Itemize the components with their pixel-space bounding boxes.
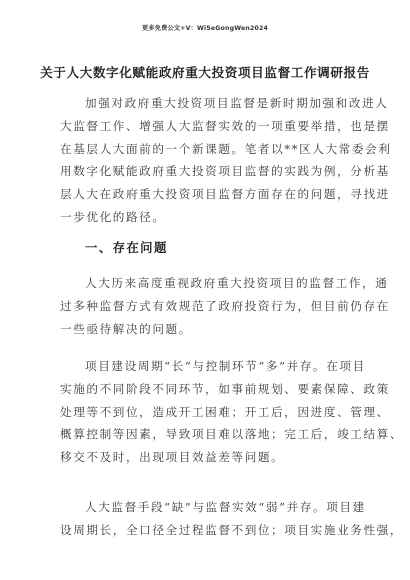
intro-paragraph (60, 92, 392, 229)
problems-paragraph (60, 272, 390, 340)
header-note: 更多免费公文+V：Wi5eGongWen2024 (141, 25, 269, 32)
paragraph-line: 过多种监督方式有效规范了政府投资行为，但目前仍存在 (60, 298, 390, 313)
paragraph-line: 实施的不同阶段不同环节，如事前规划、要素保障、政策 (60, 381, 390, 396)
paragraph-line: 设周期长，全口径全过程监督不到位；项目实施业务性强， (60, 522, 404, 537)
paragraph-line: 在基层人大面前的一个新课题。笔者以**区人大常委会利 (60, 141, 392, 156)
paragraph-line: 一些亟待解决的问题。 (60, 321, 192, 336)
paragraph-line: 人大历来高度重视政府重大投资项目的监督工作，通 (85, 276, 389, 290)
paragraph-line: 一步优化的路径。 (60, 209, 166, 224)
paragraph-line: 大监督工作、增强人大监督实效的一项重要举措，也是摆 (60, 118, 390, 133)
paragraph-line: 加强对政府重大投资项目监督是新时期加强和改进人 (85, 96, 389, 110)
supervision-paragraph (60, 496, 404, 542)
paragraph-line: 人大监督手段“缺”与监督实效“弱”并存。项目建 (85, 500, 366, 514)
paragraph-line: 概算控制等因素，导致项目难以落地；完工后，竣工结算、 (60, 427, 404, 442)
cycle-paragraph (60, 355, 404, 469)
paragraph-line: 处理等不到位，造成开工困难；开工后，因进度、管理、 (60, 404, 390, 419)
paragraph-line: 用数字化赋能政府重大投资项目监督的实践为例，分析基 (60, 164, 390, 179)
paragraph-line: 移交不及时，出现项目效益差等问题。 (60, 450, 285, 465)
paragraph-line: 项目建设周期“长”与控制环节“多”并存。在项目 (85, 359, 366, 373)
paragraph-line: 层人大在政府重大投资项目监督方面存在的问题，寻找进 (60, 187, 390, 202)
section-heading: 一、存在问题 (85, 240, 168, 255)
document-title: 关于人大数字化赋能政府重大投资项目监督工作调研报告 (40, 65, 370, 80)
